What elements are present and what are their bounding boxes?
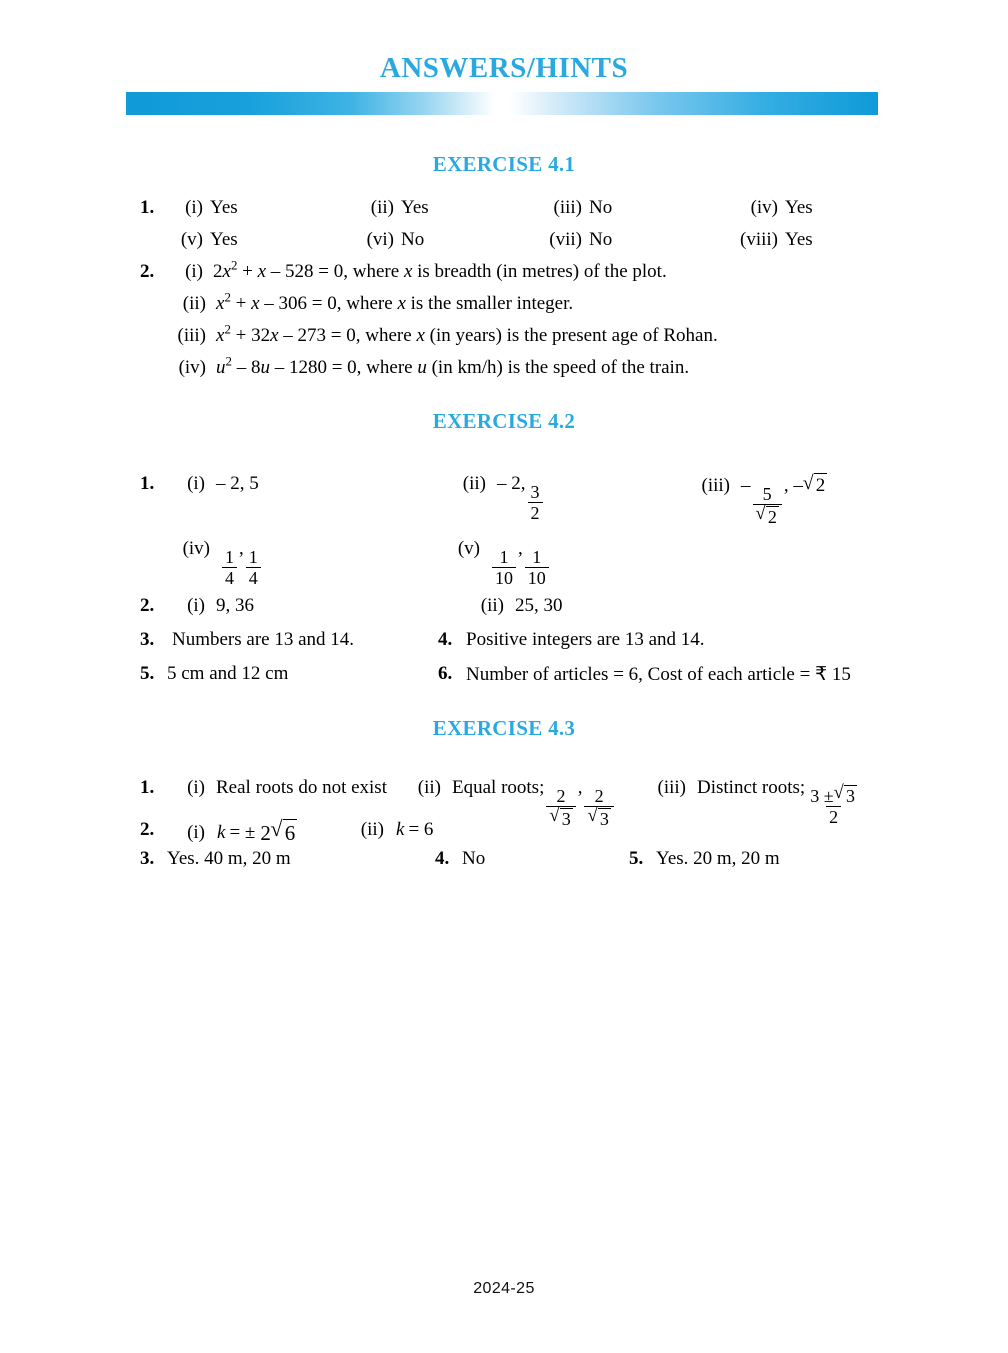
fraction-3-over-2 — [528, 483, 543, 522]
equation-variable: x — [216, 325, 225, 346]
fraction-3-plusminus-sqrt3-over-2 — [807, 785, 860, 826]
roman-ii: (ii) — [360, 819, 384, 840]
roman-iv: (iv) — [182, 538, 210, 559]
roman-i: (i) — [187, 473, 205, 494]
roman-viii: (viii) — [740, 229, 778, 250]
roman-iii: (iii) — [177, 325, 206, 346]
sqrt-icon: √ 6 — [272, 819, 297, 846]
denominator — [584, 806, 613, 828]
numerator: 3 — [530, 482, 540, 503]
denominator: 10 — [525, 567, 549, 587]
roman-iv: (iv) — [750, 197, 778, 218]
page-footer: 2024-25 — [473, 1280, 535, 1297]
sqrt-icon: √ 2 — [757, 506, 779, 526]
answer-lead: – 2, — [497, 473, 526, 494]
numerator: 2 — [594, 786, 604, 807]
sqrt-icon: √ 2 — [804, 473, 827, 497]
question-number-4: 4. — [435, 848, 450, 869]
question-number-2: 2. — [140, 595, 155, 616]
equation-description: , where u (in km/h) is the speed of the train. — [356, 357, 690, 378]
answer-value: Yes — [401, 197, 429, 218]
sqrt-icon: √ 3 — [835, 785, 857, 805]
question-number-3: 3. — [140, 629, 155, 650]
roman-iv: (iv) — [178, 357, 206, 378]
equation-coef: 2 — [213, 261, 223, 282]
denominator: 4 — [222, 567, 237, 587]
roman-vi: (vi) — [366, 229, 394, 250]
answer-4-2-5: 5 cm and 12 cm — [167, 663, 289, 684]
answer-4-2-1-iii — [689, 473, 827, 526]
answer-4-2-3: Numbers are 13 and 14. — [172, 629, 355, 650]
sqrt-icon: √ 3 — [550, 808, 572, 828]
answer-lead: Distinct roots; — [697, 777, 806, 798]
question-number-2: 2. — [140, 819, 155, 840]
equation-description: , where x is breadth (in metres) of the plot. — [343, 261, 667, 282]
exponent: 2 — [225, 353, 232, 369]
answer-value: No — [589, 197, 613, 218]
equation-variable: u — [216, 357, 226, 378]
roman-ii: (ii) — [480, 595, 504, 616]
answer-value: Yes — [785, 229, 813, 250]
answer-4-2-2-ii — [470, 595, 563, 617]
answer-4-3-3: Yes. 40 m, 20 m — [167, 848, 291, 869]
equation-variable: x — [222, 261, 231, 282]
answer-lead: Equal roots; — [452, 777, 545, 798]
question-number-5: 5. — [140, 663, 155, 684]
exercise-heading-4-1: EXERCISE 4.1 — [432, 152, 576, 176]
answer-value: Yes — [785, 197, 813, 218]
answer-4-3-2-ii — [350, 819, 433, 841]
answer-2-iii — [165, 321, 718, 347]
question-number-1: 1. — [140, 473, 155, 494]
answer-1-i — [175, 197, 238, 219]
roman-i: (i) — [187, 595, 205, 616]
denominator: 4 — [246, 567, 261, 587]
roman-v: (v) — [180, 229, 203, 250]
answer-value: Real roots do not exist — [216, 777, 387, 798]
exercise-heading-4-2: EXERCISE 4.2 — [432, 409, 576, 433]
answer-4-3-2-i — [177, 819, 297, 846]
answer-2-iv — [168, 353, 690, 379]
question-number-4: 4. — [438, 629, 453, 650]
roman-i: (i) — [187, 822, 205, 843]
answer-1-ii — [360, 197, 429, 219]
roman-i: (i) — [187, 777, 205, 798]
fraction-1-over-10-second — [525, 548, 549, 587]
answer-value: Yes — [210, 197, 238, 218]
answer-4-2-2-i — [177, 595, 254, 617]
answer-4-2-1-ii — [452, 473, 545, 522]
page-title: ANSWERS/HINTS — [379, 52, 629, 84]
roman-ii: (ii) — [462, 473, 486, 494]
answer-1-viii — [727, 229, 813, 251]
answer-value: 25, 30 — [515, 595, 563, 616]
sqrt-icon: √ 3 — [588, 808, 610, 828]
question-number-3: 3. — [140, 848, 155, 869]
answer-4-2-4: Positive integers are 13 and 14. — [466, 629, 705, 650]
answer-1-iii — [541, 197, 612, 219]
answer-2-i — [175, 257, 667, 283]
fraction-1-over-4 — [222, 548, 237, 587]
denominator — [753, 504, 782, 526]
exponent: 2 — [224, 321, 231, 337]
variable-k: k — [217, 822, 226, 843]
roman-ii: (ii) — [182, 293, 206, 314]
answer-2-ii — [172, 289, 574, 315]
equals-plusminus: = ± — [229, 822, 256, 843]
roman-vii: (vii) — [549, 229, 582, 250]
separator: , — [518, 538, 523, 559]
answer-4-3-1-i — [177, 777, 387, 799]
answer-value: Yes — [210, 229, 238, 250]
denominator: 10 — [492, 567, 516, 587]
numerator: 2 — [556, 786, 566, 807]
numerator: 1 — [532, 547, 542, 568]
answer-1-v — [175, 229, 238, 251]
roman-iii: (iii) — [553, 197, 582, 218]
question-number-5: 5. — [629, 848, 644, 869]
exercise-heading-4-3: EXERCISE 4.3 — [432, 716, 576, 740]
answer-tail-sep: , – — [783, 475, 803, 496]
header-gradient-rule — [126, 92, 878, 115]
question-number-6: 6. — [438, 663, 453, 684]
fraction-1-over-4-second — [246, 548, 261, 587]
answer-4-2-6: Number of articles = 6, Cost of each article = ₹ 15 — [466, 664, 851, 685]
roman-ii: (ii) — [417, 777, 441, 798]
question-number-2: 2. — [140, 261, 155, 282]
answer-4-3-5: Yes. 20 m, 20 m — [656, 848, 780, 869]
exponent: 2 — [224, 289, 231, 305]
numerator: 5 — [762, 484, 772, 505]
answer-1-iv — [740, 197, 813, 219]
answer-1-vi — [355, 229, 424, 251]
equation-description: , where x (in years) is the present age of Rohan. — [355, 325, 718, 346]
radical-term: 2 √ 6 — [260, 819, 297, 846]
roman-i: (i) — [185, 197, 203, 218]
equation-rest: – 8u – 1280 = 0 — [231, 357, 357, 378]
denominator: 2 — [528, 502, 543, 522]
fraction-2-over-sqrt3 — [546, 787, 575, 828]
answer-value: 9, 36 — [216, 595, 254, 616]
roman-iii: (iii) — [657, 777, 686, 798]
numerator: 1 — [225, 547, 234, 568]
answer-4-2-1-iv — [172, 538, 263, 587]
answer-1-vii — [536, 229, 612, 251]
answer-4-3-1-ii — [407, 777, 616, 828]
answer-value: – 2, 5 — [216, 473, 259, 494]
fraction-1-over-10 — [492, 548, 516, 587]
variable-k: k — [396, 819, 405, 840]
denominator — [546, 806, 575, 828]
question-number-1: 1. — [140, 197, 155, 218]
answer-4-2-1-v — [452, 538, 551, 587]
equation-variable: x — [216, 293, 225, 314]
roman-ii: (ii) — [370, 197, 394, 218]
equation-description: , where x is the smaller integer. — [336, 293, 574, 314]
fraction-2-over-sqrt3-second — [584, 787, 613, 828]
separator: , — [239, 538, 244, 559]
separator: , — [577, 777, 583, 798]
answer-value: No — [589, 229, 613, 250]
answer-4-2-1-i — [177, 473, 259, 495]
question-number-1: 1. — [140, 777, 155, 798]
equals-value: = 6 — [408, 819, 434, 840]
numerator: 1 — [499, 547, 509, 568]
answer-4-3-4: No — [462, 848, 486, 869]
exponent: 2 — [230, 257, 238, 273]
answer-4-3-1-iii — [645, 777, 862, 826]
minus-sign: – — [741, 475, 751, 496]
equation-rest: + 32x – 273 = 0 — [230, 325, 356, 346]
fraction-5-over-sqrt2 — [753, 485, 782, 526]
roman-iii: (iii) — [701, 475, 730, 496]
roman-i: (i) — [185, 261, 203, 282]
answer-value: No — [401, 229, 425, 250]
denominator: 2 — [826, 806, 841, 826]
equation-rest: + x – 528 = 0 — [237, 261, 344, 282]
numerator: 3 ± √ 3 — [807, 785, 860, 806]
roman-v: (v) — [457, 538, 480, 559]
equation-rest: + x – 306 = 0 — [230, 293, 337, 314]
numerator: 1 — [248, 547, 258, 568]
